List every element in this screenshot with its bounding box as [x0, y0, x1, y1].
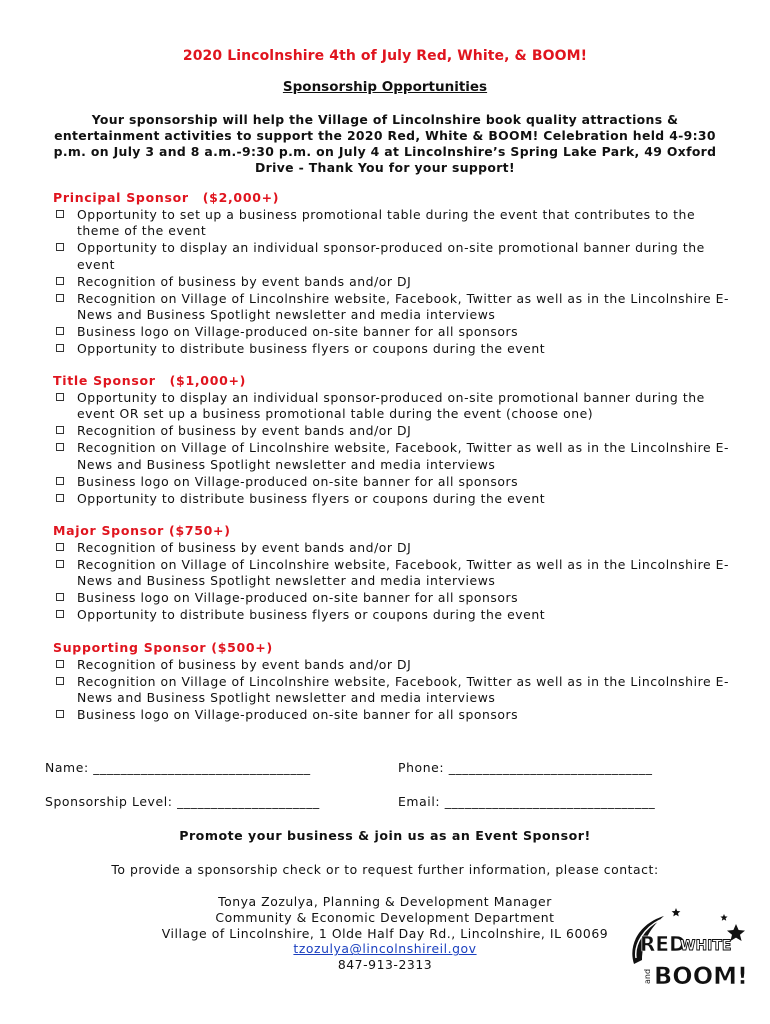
section-name: Title Sponsor [53, 373, 156, 388]
email-label: Email: [398, 794, 441, 809]
benefit-item: Recognition of business by event bands and/or DJ [53, 274, 733, 290]
checkbox[interactable] [56, 277, 64, 285]
checkbox[interactable] [56, 294, 64, 302]
star-icon [720, 914, 727, 921]
section-heading [53, 189, 733, 207]
benefit-item: Business logo on Village-produced on-site banner for all sponsors [53, 590, 733, 606]
contact-phone: 847-913-2313 [337, 957, 433, 973]
contact-name: Tonya Zozulya, Planning & Development Manager [218, 894, 552, 909]
section-name: Major Sponsor ($750+) [53, 523, 231, 538]
benefit-item: Recognition of business by event bands and/or DJ [53, 657, 733, 673]
benefit-item: Business logo on Village-produced on-site banner for all sponsors [53, 707, 733, 723]
checkbox[interactable] [56, 327, 64, 335]
benefit-item: Opportunity to distribute business flyers or coupons during the event [53, 341, 733, 357]
checkbox[interactable] [56, 477, 64, 485]
promote-heading: Promote your business & join us as an Event Sponsor! [179, 828, 591, 843]
benefit-item: Recognition on Village of Lincolnshire website, Facebook, Twitter as well as in the Lincolnshire E-News and Business Spotlight newsletter and media interviews [53, 557, 733, 590]
star-icon [672, 908, 681, 916]
benefit-item: Opportunity to display an individual sponsor-produced on-site promotional banner during the event OR set up a business promotional table during the event (choose one) [53, 390, 733, 423]
benefit-item: Recognition on Village of Lincolnshire website, Facebook, Twitter as well as in the Lincolnshire E-News and Business Spotlight newsletter and media interviews [53, 440, 733, 473]
checkbox[interactable] [56, 660, 64, 668]
section-amount: ($1,000+) [169, 373, 247, 388]
name-blank[interactable]: ________________________________ [93, 760, 311, 775]
level-blank[interactable]: _____________________ [177, 794, 320, 809]
section-heading [53, 639, 733, 657]
benefit-item: Business logo on Village-produced on-site banner for all sponsors [53, 324, 733, 340]
logo-word-red: RED [640, 932, 686, 956]
section-name: Principal Sponsor [53, 190, 189, 205]
section-major-sponsor [53, 522, 733, 624]
checkbox[interactable] [56, 393, 64, 401]
checkbox[interactable] [56, 243, 64, 251]
benefit-item: Opportunity to display an individual sponsor-produced on-site promotional banner during the event [53, 240, 733, 273]
checkbox[interactable] [56, 543, 64, 551]
logo-word-boom: BOOM! [654, 962, 748, 990]
red-white-boom-logo [616, 906, 748, 990]
checkbox[interactable] [56, 443, 64, 451]
section-supporting-sponsor [53, 639, 733, 724]
benefit-item: Recognition of business by event bands and/or DJ [53, 540, 733, 556]
event-title: 2020 Lincolnshire 4th of July Red, White, & BOOM! [182, 48, 588, 64]
contact-department: Community & Economic Development Department [215, 909, 555, 925]
name-field[interactable] [45, 760, 311, 775]
benefit-item: Recognition on Village of Lincolnshire website, Facebook, Twitter as well as in the Lincolnshire E-News and Business Spotlight newsletter and media interviews [53, 674, 733, 707]
benefit-item: Business logo on Village-produced on-site banner for all sponsors [53, 474, 733, 490]
sponsorship-level-field[interactable] [45, 794, 320, 809]
benefit-item: Recognition on Village of Lincolnshire website, Facebook, Twitter as well as in the Lincolnshire E-News and Business Spotlight newsletter and media interviews [53, 291, 733, 324]
section-heading [53, 522, 733, 540]
section-name: Supporting Sponsor ($500+) [53, 640, 273, 655]
email-blank[interactable]: _______________________________ [444, 794, 656, 809]
name-label: Name: [45, 760, 89, 775]
checkbox[interactable] [56, 560, 64, 568]
checkbox[interactable] [56, 426, 64, 434]
section-heading [53, 372, 733, 390]
contact-address: Village of Lincolnshire, 1 Olde Half Day Rd., Lincolnshire, IL 60069 [161, 925, 609, 941]
section-principal-sponsor [53, 189, 733, 358]
phone-label: Phone: [398, 760, 445, 775]
phone-field[interactable] [398, 760, 653, 775]
benefit-item: Recognition of business by event bands and/or DJ [53, 423, 733, 439]
benefit-item: Opportunity to set up a business promotional table during the event that contributes to the theme of the event [53, 207, 733, 240]
section-title-sponsor [53, 372, 733, 508]
checkbox[interactable] [56, 677, 64, 685]
logo-word-and: and [643, 968, 652, 984]
email-field[interactable] [398, 794, 655, 809]
checkbox[interactable] [56, 710, 64, 718]
checkbox[interactable] [56, 494, 64, 502]
page-subtitle: Sponsorship Opportunities [282, 79, 488, 95]
benefit-item: Opportunity to distribute business flyers or coupons during the event [53, 607, 733, 623]
checkbox[interactable] [56, 593, 64, 601]
checkbox[interactable] [56, 344, 64, 352]
checkbox[interactable] [56, 610, 64, 618]
phone-blank[interactable]: ______________________________ [448, 760, 653, 775]
checkbox[interactable] [56, 210, 64, 218]
logo-word-white: WHITE [680, 938, 732, 954]
intro-paragraph: Your sponsorship will help the Village of Lincolnshire book quality attractions & entertainment activities to support the 2020 Red, White & BOOM! Celebration held 4-9:30 p.m. on July 3 and 8 a.m.-9:30 p.m. on July 4 at Lincolnshire’s Spring Lake Park, 49 Oxford Drive - Thank You for your support! [53, 112, 717, 175]
section-amount: ($2,000+) [202, 190, 280, 205]
contact-intro: To provide a sponsorship check or to request further information, please contact: [111, 862, 659, 877]
level-label: Sponsorship Level: [45, 794, 173, 809]
contact-email-link[interactable]: tzozulya@lincolnshireil.gov [293, 941, 477, 957]
benefit-item: Opportunity to distribute business flyers or coupons during the event [53, 491, 733, 507]
